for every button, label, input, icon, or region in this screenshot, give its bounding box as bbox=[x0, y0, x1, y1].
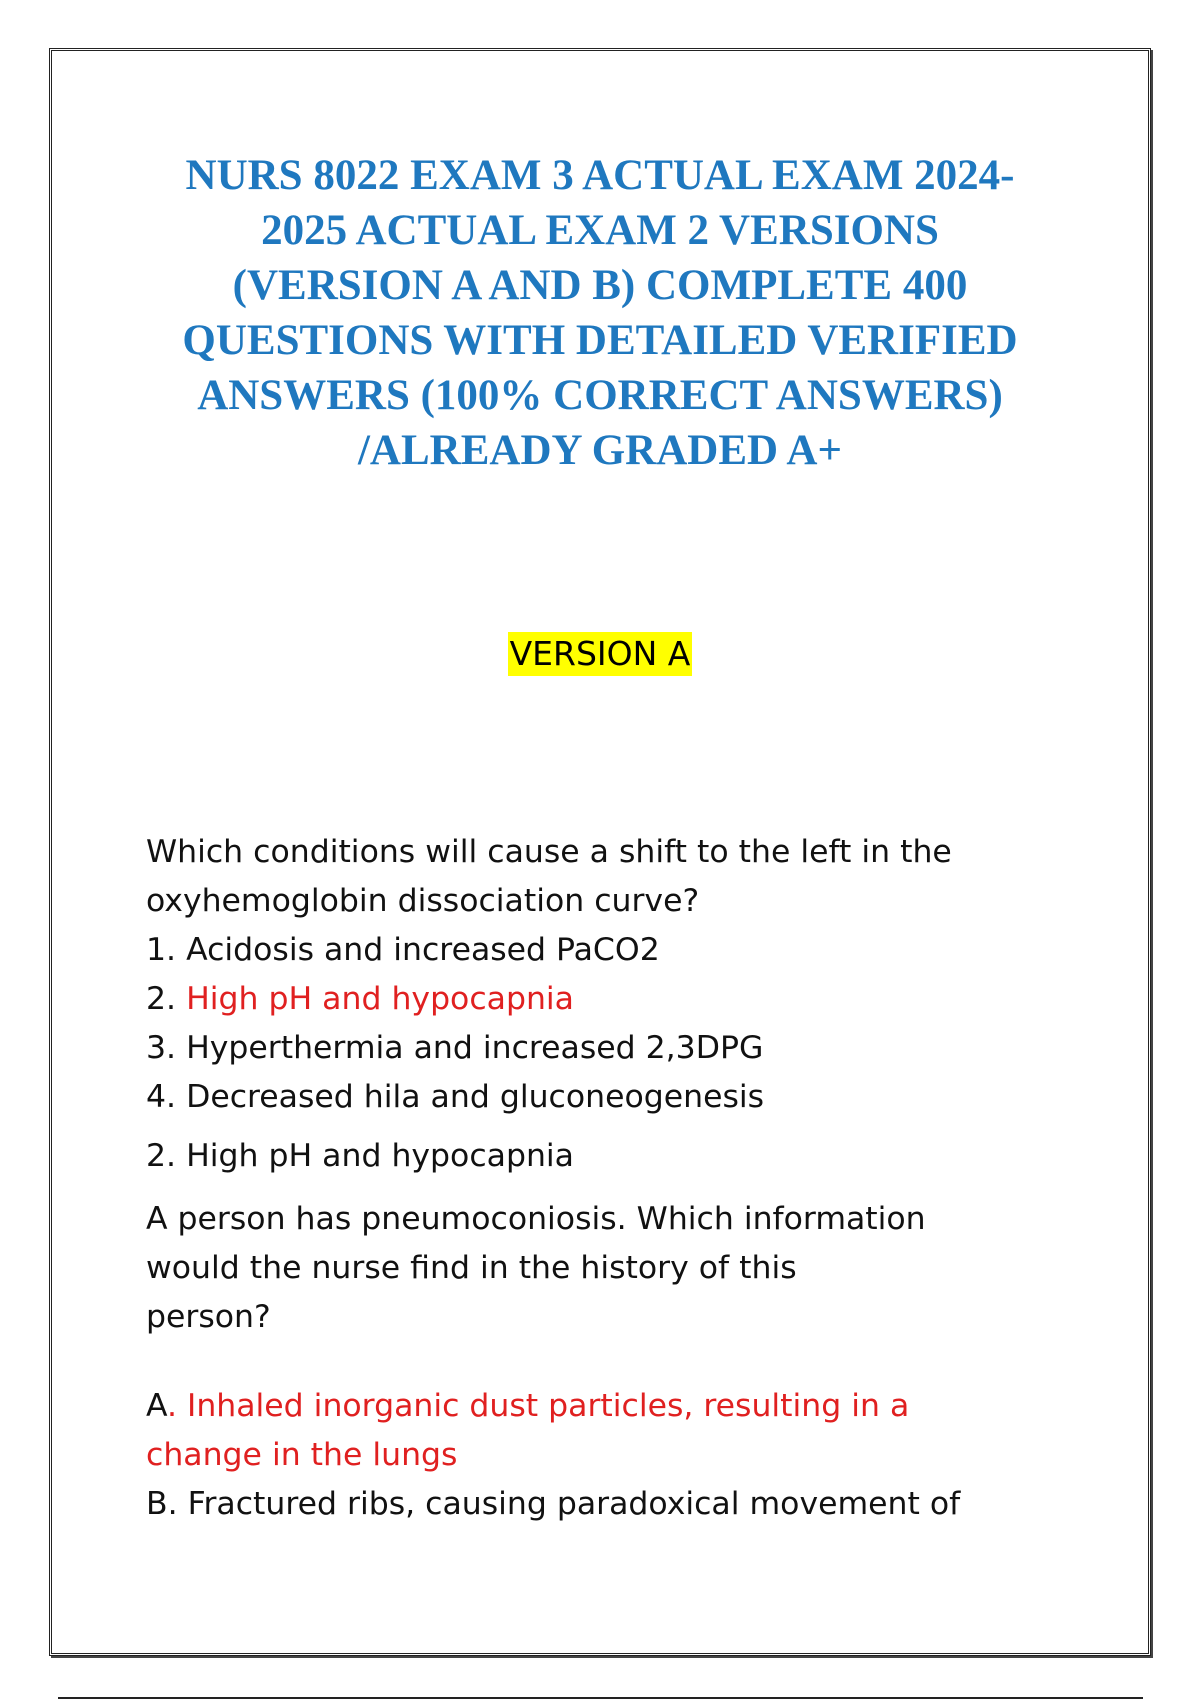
question-2 bbox=[146, 1195, 1046, 1529]
version-heading bbox=[0, 632, 1200, 676]
question-stem: Which conditions will cause a shift to the left in the bbox=[146, 834, 952, 870]
answer-option-correct: 2. High pH and hypocapnia bbox=[146, 981, 574, 1017]
question-stem: oxyhemoglobin dissociation curve? bbox=[146, 883, 700, 919]
question-1 bbox=[146, 828, 1046, 1181]
title-line: NURS 8022 EXAM 3 ACTUAL EXAM 2024- bbox=[185, 152, 1015, 199]
title-line: (VERSION A AND B) COMPLETE 400 bbox=[232, 262, 968, 309]
version-label: VERSION A bbox=[508, 632, 693, 676]
answer-option: 4. Decreased hila and gluconeogenesis bbox=[146, 1079, 765, 1115]
title-line: /ALREADY GRADED A+ bbox=[357, 427, 842, 474]
answer-option-correct-continued: change in the lungs bbox=[146, 1437, 458, 1473]
answer-option: B. Fractured ribs, causing paradoxical movement of bbox=[146, 1486, 961, 1522]
answer-option-correct: A. Inhaled inorganic dust particles, resulting in a bbox=[146, 1388, 910, 1424]
question-stem: A person has pneumoconiosis. Which information bbox=[146, 1201, 926, 1237]
question-stem: person? bbox=[146, 1299, 271, 1335]
answer-option: 1. Acidosis and increased PaCO2 bbox=[146, 932, 660, 968]
question-stem: would the nurse find in the history of this bbox=[146, 1250, 797, 1286]
title-line: QUESTIONS WITH DETAILED VERIFIED bbox=[182, 317, 1018, 364]
title-line: ANSWERS (100% CORRECT ANSWERS) bbox=[197, 372, 1003, 419]
answer-key: 2. High pH and hypocapnia bbox=[146, 1138, 574, 1174]
document-body bbox=[146, 828, 1046, 1529]
title-line: 2025 ACTUAL EXAM 2 VERSIONS bbox=[261, 207, 939, 254]
bottom-rule bbox=[58, 1697, 1143, 1699]
answer-option: 3. Hyperthermia and increased 2,3DPG bbox=[146, 1030, 764, 1066]
document-title bbox=[140, 148, 1060, 478]
